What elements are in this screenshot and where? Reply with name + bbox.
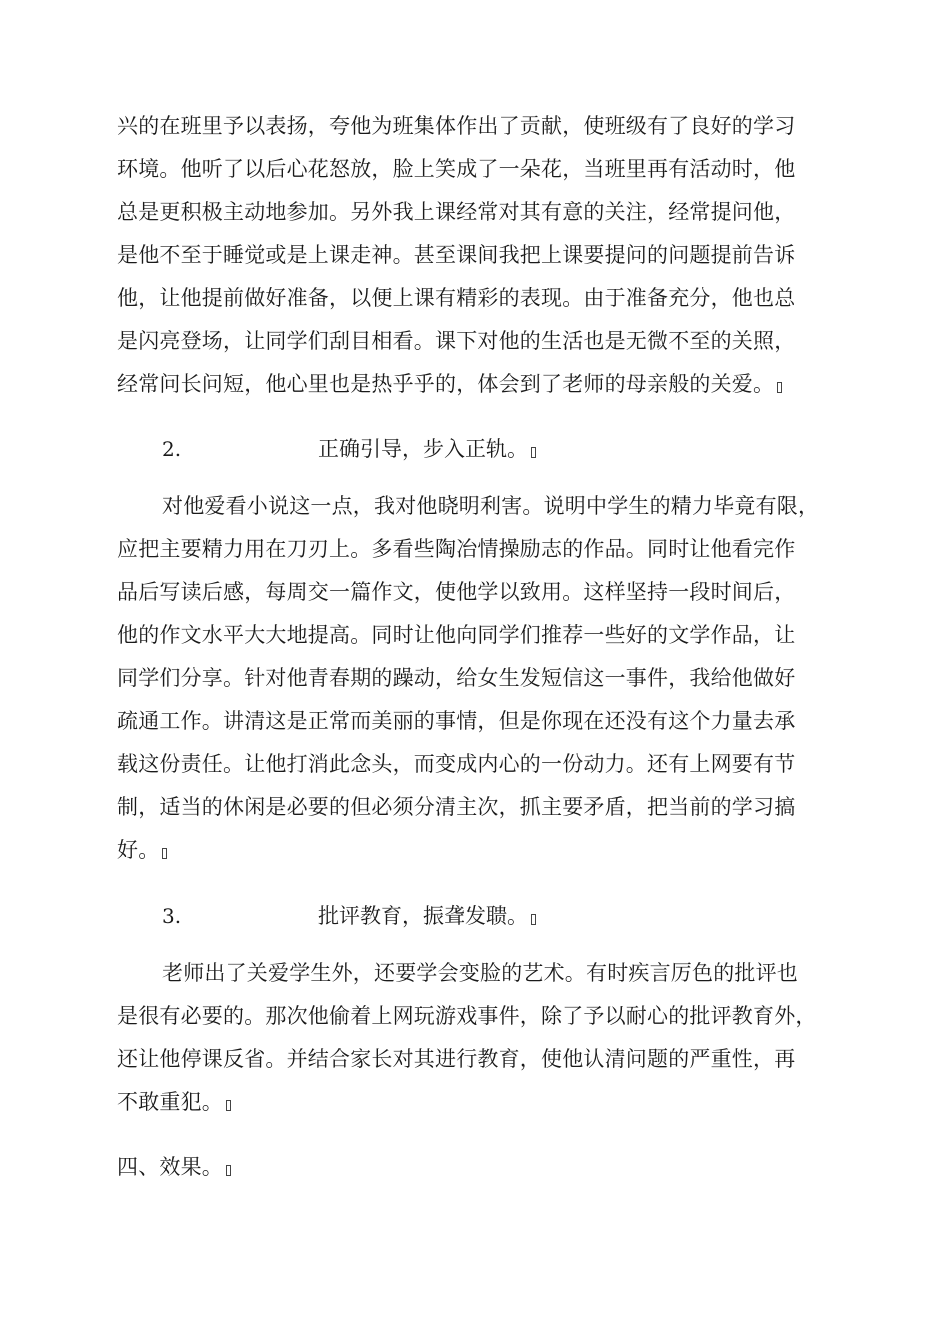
text-line: 兴的在班里予以表扬，夸他为班集体作出了贡献，使班级有了良好的学习: [117, 114, 796, 138]
paragraph-mark-icon: [226, 1100, 231, 1111]
text-line: 载这份责任。让他打消此念头，而变成内心的一份动力。还有上网要有节: [117, 752, 796, 776]
text-line: 环境。他听了以后心花怒放，脸上笑成了一朵花，当班里再有活动时，他: [117, 157, 796, 181]
text-line: 是闪亮登场，让同学们刮目相看。课下对他的生活也是无微不至的关照，: [117, 329, 796, 353]
text-line: 疏通工作。讲清这是正常而美丽的事情，但是你现在还没有这个力量去承: [117, 709, 796, 733]
subheading-number: 3.: [162, 904, 182, 928]
text-line-last: [117, 836, 167, 864]
text-line: 他，让他提前做好准备，以便上课有精彩的表现。由于准备充分，他也总: [117, 286, 796, 310]
text-line-last: [117, 370, 782, 398]
paragraph-mark-icon: [226, 1165, 231, 1176]
text-line: 总是更积极主动地参加。另外我上课经常对其有意的关注，经常提问他，: [117, 200, 796, 224]
text-line: 是他不至于睡觉或是上课走神。甚至课间我把上课要提问的问题提前告诉: [117, 243, 796, 267]
section-heading-4: [117, 1153, 231, 1181]
text-line: 对他爱看小说这一点，我对他晓明利害。说明中学生的精力毕竟有限，: [162, 494, 820, 518]
text-line-last: [117, 1088, 231, 1116]
section-title: 四、效果。: [117, 1155, 223, 1179]
text-line: 品后写读后感，每周交一篇作文，使他学以致用。这样坚持一段时间后，: [117, 580, 796, 604]
paragraph-mark-icon: [162, 848, 167, 859]
text-line-content: 好。: [117, 838, 160, 862]
text-line: 制，适当的休闲是必要的但必须分清主次，抓主要矛盾，把当前的学习搞: [117, 795, 796, 819]
subheading-title-line: [318, 902, 536, 930]
text-line: 是很有必要的。那次他偷着上网玩游戏事件，除了予以耐心的批评教育外，: [117, 1004, 817, 1028]
text-line: 同学们分享。针对他青春期的躁动，给女生发短信这一事件，我给他做好: [117, 666, 796, 690]
subheading-title-line: [318, 435, 536, 463]
text-line: 应把主要精力用在刀刃上。多看些陶冶情操励志的作品。同时让他看完作: [117, 537, 796, 561]
subheading-title: 正确引导，步入正轨。: [318, 437, 528, 461]
text-line-content: 经常问长问短，他心里也是热乎乎的，体会到了老师的母亲般的关爱。: [117, 372, 775, 396]
paragraph-mark-icon: [531, 914, 536, 925]
paragraph-mark-icon: [531, 447, 536, 458]
text-line: 老师出了关爱学生外，还要学会变脸的艺术。有时疾言厉色的批评也: [162, 961, 798, 985]
text-line: 他的作文水平大大地提高。同时让他向同学们推荐一些好的文学作品，让: [117, 623, 796, 647]
paragraph-mark-icon: [777, 382, 782, 393]
text-line-content: 不敢重犯。: [117, 1090, 223, 1114]
text-line: 还让他停课反省。并结合家长对其进行教育，使他认清问题的严重性，再: [117, 1047, 796, 1071]
subheading-title: 批评教育，振聋发聩。: [318, 904, 528, 928]
subheading-number: 2.: [162, 437, 182, 461]
